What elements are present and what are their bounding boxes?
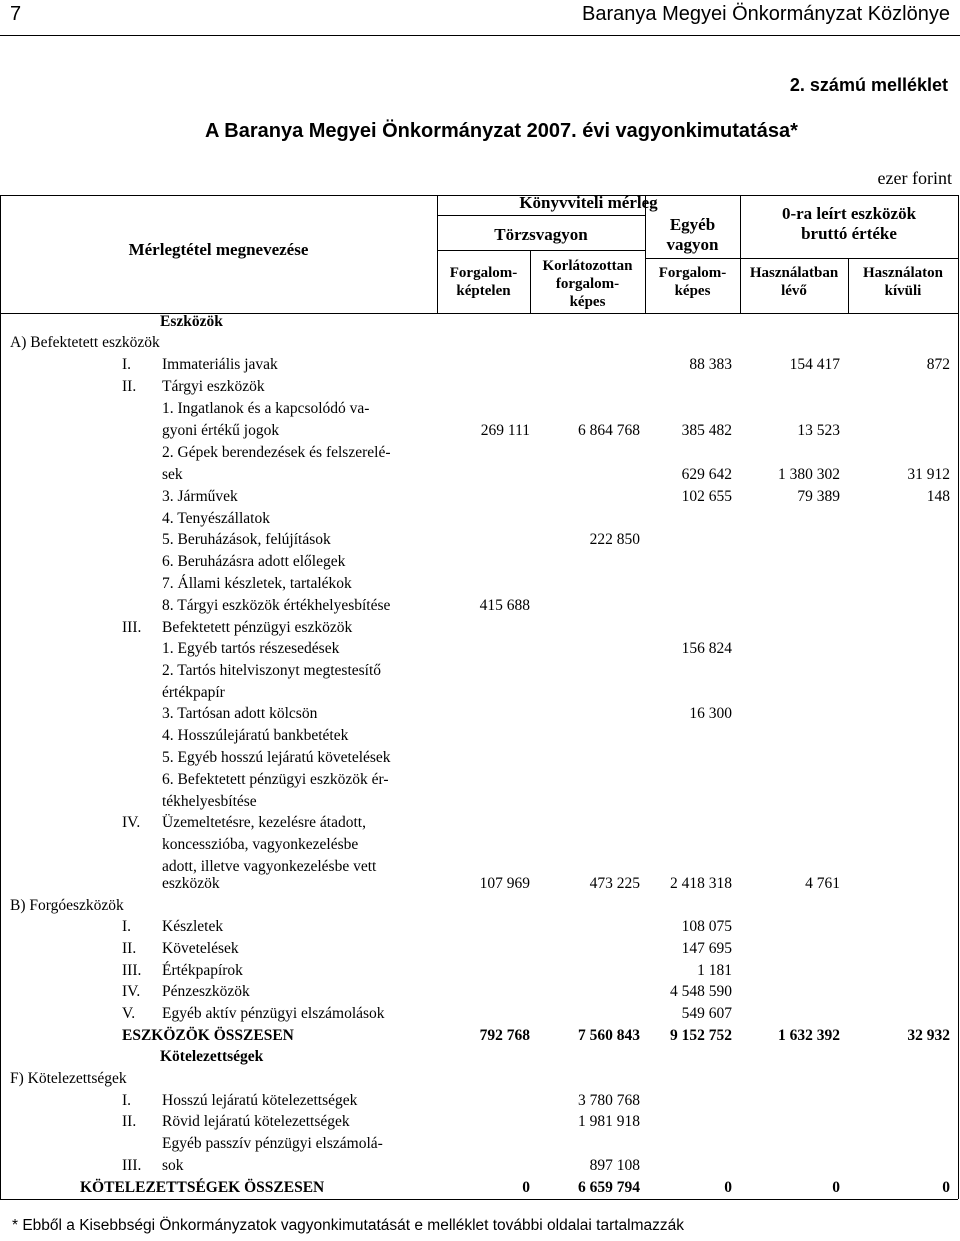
row-label: sek [162, 466, 183, 483]
row-number: IV. [122, 814, 141, 831]
value-restricted: 897 108 [589, 1157, 640, 1174]
row-label: Hosszú lejáratú kötelezettségek [162, 1092, 358, 1109]
column-header-out-of-use: Használaton kívüli [862, 265, 943, 299]
row-label: Tárgyi eszközök [162, 378, 265, 395]
total-marketable: 9 152 752 [670, 1027, 732, 1044]
document-title: A Baranya Megyei Önkormányzat 2007. évi vagyonkimutatása* [205, 120, 798, 142]
row-label: 1. Ingatlanok és a kapcsolódó va- [162, 400, 370, 417]
value-marketable: 88 383 [689, 356, 732, 373]
section-heading-assets: Eszközök [160, 313, 223, 330]
row-label: koncesszióba, vagyonkezelésbe [162, 836, 359, 853]
table-row: B) Forgóeszközök [10, 897, 124, 914]
footnote: * Ebből a Kisebbségi Önkormányzatok vagyonkimutatását e melléklet további oldalai tartalmazzák [12, 1217, 685, 1234]
row-label: 5. Beruházások, felújítások [162, 531, 331, 548]
row-label: 2. Tartós hitelviszonyt megtestesítő [162, 662, 382, 679]
row-number: I. [122, 356, 132, 373]
row-label: 3. Tartósan adott kölcsön [162, 705, 318, 722]
column-header-zero-written: 0-ra leírt eszközök bruttó értéke [781, 204, 917, 243]
row-label: Üzemeltetésre, kezelésre átadott, [162, 814, 366, 831]
value-restricted: 473 225 [589, 875, 640, 892]
row-label: adott, illetve vagyonkezelésbe vett [162, 858, 377, 875]
page-number: 7 [10, 3, 22, 25]
value-in-use: 4 761 [805, 875, 840, 892]
row-label: Egyéb aktív pénzügyi elszámolások [162, 1005, 385, 1022]
row-number: III. [122, 619, 142, 636]
row-number: III. [122, 962, 142, 979]
value-marketable: 108 075 [681, 918, 732, 935]
column-header-core-assets: Törzsvagyon [494, 225, 588, 244]
row-label: 5. Egyéb hosszú lejáratú követelések [162, 749, 391, 766]
row-number: II. [122, 1113, 137, 1130]
column-header-other-assets: Egyéb vagyon [666, 215, 719, 254]
value-marketable: 147 695 [681, 940, 732, 957]
column-header-in-use: Használatban lévő [749, 265, 839, 299]
value-out-of-use: 872 [926, 356, 950, 373]
value-out-of-use: 31 912 [907, 466, 950, 483]
value-marketable: 385 482 [681, 422, 732, 439]
value-in-use: 13 523 [797, 422, 840, 439]
total-in-use: 0 [832, 1179, 840, 1196]
row-label: 8. Tárgyi eszközök értékhelyesbítése [162, 597, 391, 614]
value-marketable: 4 548 590 [670, 983, 732, 1000]
publication-title: Baranya Megyei Önkormányzat Közlönye [582, 3, 950, 25]
total-out-of-use: 32 932 [907, 1027, 950, 1044]
assets-total-label: ESZKÖZÖK ÖSSZESEN [122, 1027, 294, 1044]
row-label: 1. Egyéb tartós részesedések [162, 640, 340, 657]
row-label: Követelések [162, 940, 239, 957]
row-label: Egyéb passzív pénzügyi elszámolá- [162, 1135, 383, 1152]
row-number: V. [122, 1005, 136, 1022]
annex-label: 2. számú melléklet [789, 75, 948, 95]
row-label: sok [162, 1157, 184, 1174]
row-label: tékhelyesbítése [162, 793, 257, 810]
value-in-use: 1 380 302 [778, 466, 840, 483]
row-label: 2. Gépek berendezések és felszerelé- [162, 444, 391, 461]
row-number: II. [122, 940, 137, 957]
column-header-restricted: Korlátozottan forgalom- képes [542, 258, 633, 310]
value-restricted: 3 780 768 [578, 1092, 640, 1109]
value-out-of-use: 148 [926, 488, 950, 505]
row-number: IV. [122, 983, 141, 1000]
column-header-marketable: Forgalom- képes [658, 265, 727, 299]
row-number: III. [122, 1157, 142, 1174]
value-marketable: 102 655 [681, 488, 732, 505]
value-marketable: 629 642 [681, 466, 732, 483]
page-header [0, 0, 960, 30]
row-label: Pénzeszközök [162, 983, 250, 1000]
row-label: Immateriális javak [162, 356, 278, 373]
row-label: gyoni értékű jogok [162, 422, 280, 439]
row-label: Készletek [162, 918, 224, 935]
value-restricted: 222 850 [589, 531, 640, 548]
row-label: 7. Állami készletek, tartalékok [162, 575, 352, 592]
value-non-marketable: 269 111 [480, 422, 530, 439]
row-label: 4. Hosszúlejáratú bankbetétek [162, 727, 349, 744]
liabilities-total-label: KÖTELEZETTSÉGEK ÖSSZESEN [80, 1179, 325, 1196]
column-header-non-marketable: Forgalom- képtelen [449, 265, 518, 299]
value-marketable: 549 607 [681, 1005, 732, 1022]
row-number: I. [122, 918, 132, 935]
total-marketable: 0 [724, 1179, 732, 1196]
total-restricted: 6 659 794 [578, 1179, 640, 1196]
column-header-item: Mérlegtétel megnevezése [128, 240, 309, 259]
value-marketable: 156 824 [681, 640, 732, 657]
row-label: 6. Beruházásra adott előlegek [162, 553, 346, 570]
row-label: Rövid lejáratú kötelezettségek [162, 1113, 350, 1130]
row-label: Befektetett pénzügyi eszközök [162, 619, 353, 636]
row-number: II. [122, 378, 137, 395]
value-non-marketable: 415 688 [479, 597, 530, 614]
total-non-marketable: 0 [522, 1179, 530, 1196]
table-row: F) Kötelezettségek [10, 1070, 127, 1087]
total-restricted: 7 560 843 [578, 1027, 640, 1044]
row-label: 4. Tenyészállatok [162, 510, 270, 527]
unit-label: ezer forint [877, 168, 952, 188]
row-label: eszközök [162, 875, 220, 892]
value-restricted: 1 981 918 [578, 1113, 640, 1130]
column-header-book-balance: Könyvviteli mérleg [519, 193, 658, 212]
value-marketable: 2 418 318 [670, 875, 732, 892]
value-in-use: 79 389 [797, 488, 840, 505]
row-label: 6. Befektetett pénzügyi eszközök ér- [162, 771, 389, 788]
total-non-marketable: 792 768 [479, 1027, 530, 1044]
table-row: A) Befektetett eszközök [10, 334, 160, 351]
value-non-marketable: 107 969 [479, 875, 530, 892]
header-divider [0, 35, 960, 36]
row-label: 3. Járművek [162, 488, 238, 505]
total-out-of-use: 0 [942, 1179, 950, 1196]
total-in-use: 1 632 392 [778, 1027, 840, 1044]
section-heading-liabilities: Kötelezettségek [160, 1048, 264, 1065]
value-restricted: 6 864 768 [578, 422, 640, 439]
row-label: értékpapír [162, 684, 225, 701]
value-marketable: 1 181 [697, 962, 732, 979]
row-label: Értékpapírok [162, 962, 243, 979]
value-marketable: 16 300 [689, 705, 732, 722]
row-number: I. [122, 1092, 132, 1109]
value-in-use: 154 417 [789, 356, 840, 373]
